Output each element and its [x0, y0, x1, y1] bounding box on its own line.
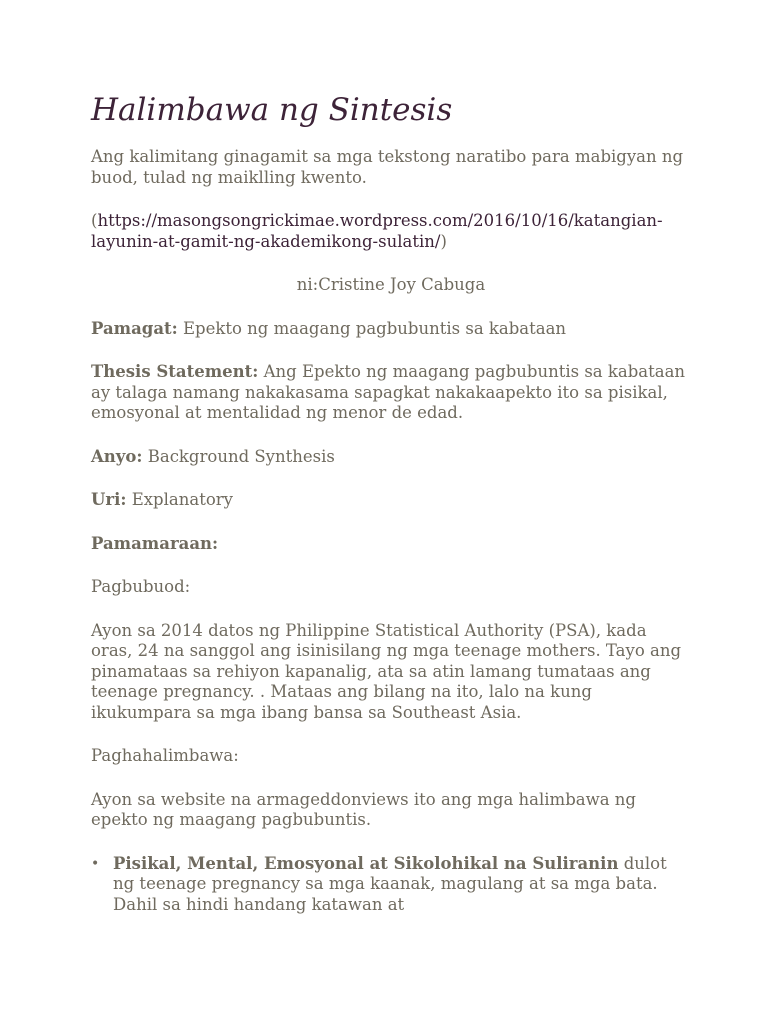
pagbubuod-heading: Pagbubuod: — [91, 577, 191, 596]
thesis-label: Thesis Statement: — [91, 362, 259, 381]
link-close-paren: ) — [440, 231, 447, 251]
pamamaraan-label: Pamamaraan: — [91, 533, 219, 553]
pamagat-line — [91, 319, 691, 340]
bullet-icon: • — [91, 855, 100, 872]
anyo-text: Background Synthesis — [142, 446, 335, 466]
uri-label: Uri: — [91, 490, 127, 509]
link-open-paren: ( — [91, 211, 98, 230]
intro-paragraph: Ang kalimitang ginagamit sa mga tekstong naratibo para mabigyan ng buod, tulad ng maiklling kwento. — [91, 147, 684, 187]
document-title: Halimbawa ng Sintesis — [91, 92, 453, 128]
list-item-bold: Pisikal, Mental, Emosyonal at Sikolohikal na Suliranin — [113, 853, 619, 873]
effects-list — [91, 854, 691, 916]
anyo-line — [91, 447, 691, 468]
source-link-paragraph — [91, 211, 691, 252]
psa-paragraph: Ayon sa 2014 datos ng Philippine Statistical Authority (PSA), kada oras, 24 na sanggol ang isinisilang ng mga teenage mothers. Tayo ang pinamataas sa rehiyon kapanalig, ata sa atin lamang tumataas ang teenage pregnancy. . Mataas ang bilang na ito, lalo na kung ikukumpara sa mga ibang bansa sa Southeast Asia. — [91, 620, 682, 722]
document-page — [91, 88, 691, 915]
source-link[interactable]: https://masongsongrickimae.wordpress.com/2016/10/16/katangian-layunin-at-gamit-ng-akademikong-sulatin/ — [91, 211, 663, 251]
thesis-text: Ang Epekto ng maagang pagbubuntis sa kabataan ay talaga namang nakakasama sapagkat nakakaapekto ito sa pisikal, emosyonal at mentalidad ng menor de edad. — [91, 362, 686, 422]
armageddonviews-paragraph: Ayon sa website na armageddonviews ito ang mga halimbawa ng epekto ng maagang pagbubuntis. — [91, 789, 636, 829]
uri-text: Explanatory — [126, 490, 233, 509]
pamamaraan-line — [91, 534, 691, 555]
list-item — [91, 853, 691, 916]
pamagat-text: Epekto ng maagang pagbubuntis sa kabataan — [177, 318, 567, 338]
author-line: ni:Cristine Joy Cabuga — [296, 275, 486, 294]
anyo-label: Anyo: — [91, 446, 143, 466]
pamagat-label: Pamagat: — [91, 318, 178, 338]
paghahalimbawa-heading: Paghahalimbawa: — [91, 746, 239, 765]
uri-line — [91, 490, 691, 511]
list-item-text: dulot ng teenage pregnancy sa mga kaanak, magulang at sa mga bata. Dahil sa hindi handang katawan at — [113, 853, 667, 914]
thesis-paragraph — [91, 362, 691, 424]
